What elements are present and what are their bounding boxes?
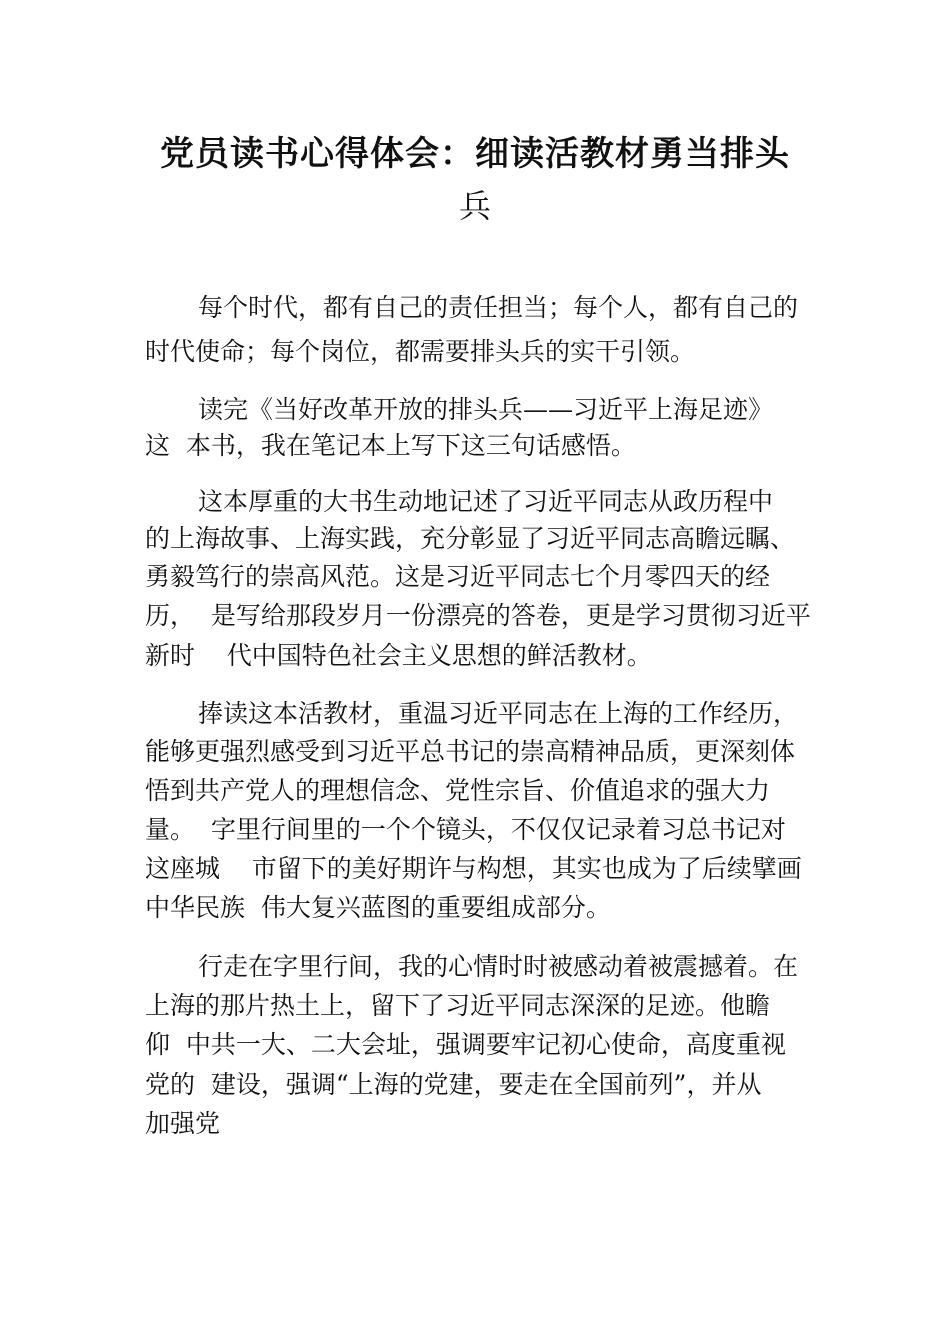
- document-title-continuation: 兵: [458, 187, 491, 225]
- paragraph-line: 中华民族 伟大复兴蓝图的重要组成部分。: [145, 893, 611, 922]
- paragraph-line: 量。 字里行间里的一个个镜头，不仅仅记录着习总书记对: [145, 815, 786, 844]
- paragraph-line: 这座城 市留下的美好期许与构想，其实也成为了后续擘画: [145, 854, 802, 883]
- paragraph-line: 读完《当好改革开放的排头兵——习近平上海足迹》: [198, 395, 774, 424]
- paragraph-line: 行走在字里行间，我的心情时时被感动着被震撼着。在: [198, 952, 799, 981]
- document-title: 党员读书心得体会：细读活教材勇当排头: [160, 134, 790, 174]
- paragraph-line: 仰 中共一大、二大会址，强调要牢记初心使命，高度重视: [145, 1030, 786, 1059]
- paragraph-line: 捧读这本活教材，重温习近平同志在上海的工作经历，: [198, 699, 799, 728]
- paragraph-line: 上海的那片热土上，留下了习近平同志深深的足迹。他瞻: [145, 991, 771, 1020]
- paragraph-line: 这本厚重的大书生动地记述了习近平同志从政历程中: [198, 487, 774, 516]
- paragraph-line: 加强党: [145, 1109, 221, 1138]
- paragraph-line: 党的 建设，强调“上海的党建，要走在全国前列”，并从: [145, 1070, 762, 1099]
- paragraph-line: 这 本书，我在笔记本上写下这三句话感悟。: [145, 431, 636, 460]
- paragraph-line: 能够更强烈感受到习近平总书记的崇高精神品质，更深刻体: [145, 737, 796, 766]
- paragraph-line: 的上海故事、上海实践，充分彰显了习近平同志高瞻远瞩、: [145, 524, 796, 553]
- paragraph-line: 时代使命；每个岗位，都需要排头兵的实干引领。: [145, 337, 696, 366]
- paragraph-line: 勇毅笃行的崇高风范。这是习近平同志七个月零四天的经: [145, 562, 771, 591]
- paragraph-line: 每个时代，都有自己的责任担当；每个人，都有自己的: [198, 293, 799, 322]
- paragraph-line: 新时 代中国特色社会主义思想的鲜活教材。: [145, 641, 652, 670]
- paragraph-line: 悟到共产党人的理想信念、党性宗旨、价值追求的强大力: [145, 776, 771, 805]
- paragraph-line: 历， 是写给那段岁月一份漂亮的答卷，更是学习贯彻习近平: [145, 601, 811, 630]
